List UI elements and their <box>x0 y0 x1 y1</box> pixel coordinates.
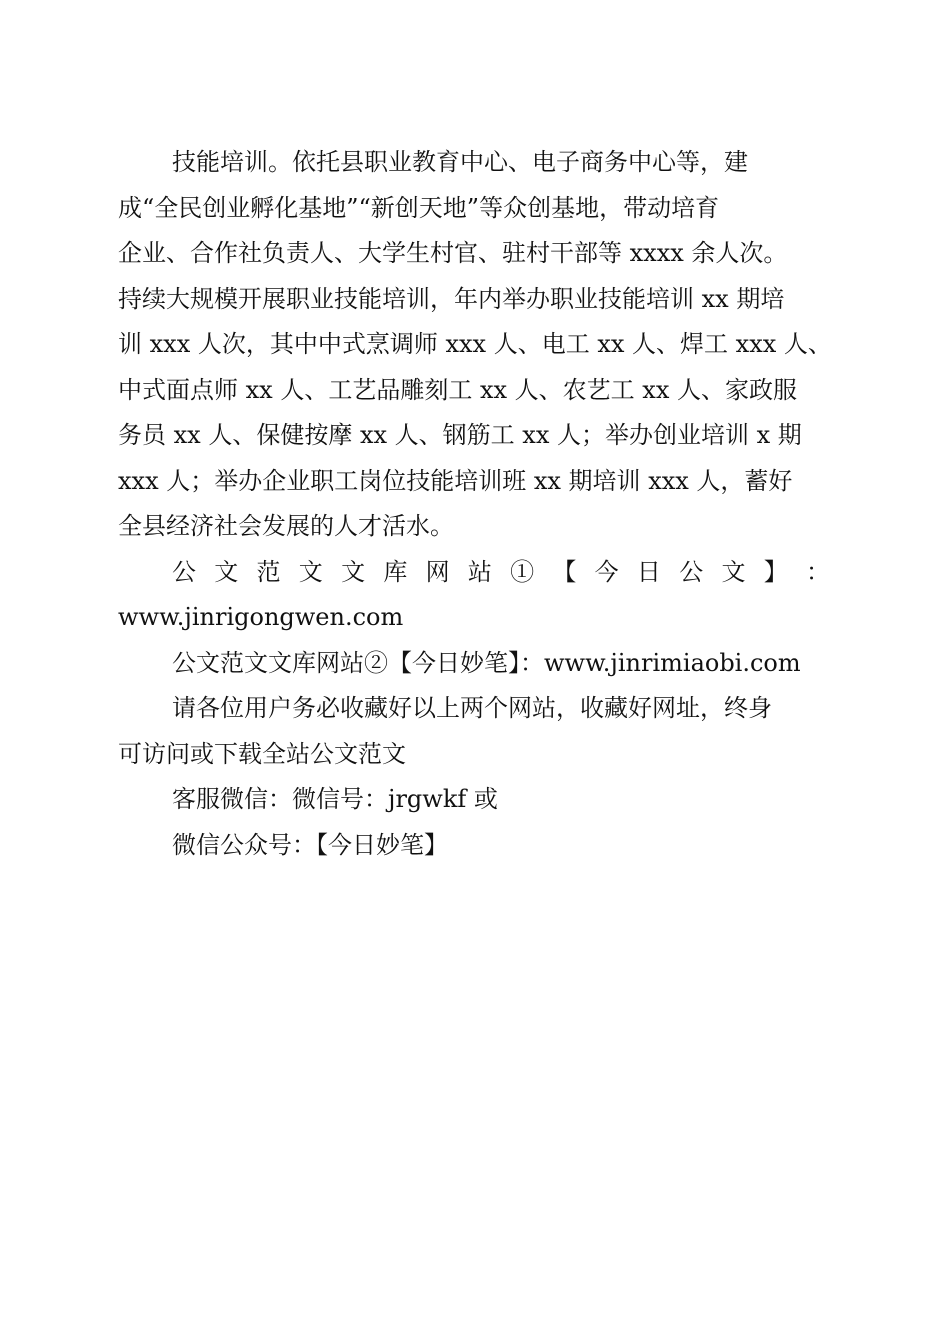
body-line: 中式面点师 xx 人、工艺品雕刻工 xx 人、农艺工 xx 人、家政服 <box>118 375 797 404</box>
official-account-line: 微信公众号：【今日妙笔】 <box>172 830 448 859</box>
body-line: xxx 人；举办企业职工岗位技能培训班 xx 期培训 xxx 人，蓄好 <box>118 466 793 495</box>
body-line: 全县经济社会发展的人才活水。 <box>118 512 454 540</box>
notice-line: 可访问或下载全站公文范文 <box>118 739 406 768</box>
site1-url[interactable]: www.jinrigongwen.com <box>118 603 404 631</box>
body-line: 持续大规模开展职业技能培训，年内举办职业技能培训 xx 期培 <box>118 284 785 313</box>
document-text <box>118 140 830 868</box>
site1-label: 公 文 范 文 文 库 网 站 ① 【 今 日 公 文 】 ： <box>172 557 830 586</box>
body-line: 技能培训。依托县职业教育中心、电子商务中心等，建 <box>172 148 748 176</box>
body-line: 企业、合作社负责人、大学生村官、驻村干部等 xxxx 余人次。 <box>118 239 788 267</box>
body-line: 务员 xx 人、保健按摩 xx 人、钢筋工 xx 人；举办创业培训 x 期 <box>118 421 802 449</box>
wechat-line: 客服微信：微信号：jrgwkf 或 <box>172 785 498 813</box>
site2-line[interactable]: 公文范文文库网站②【今日妙笔】：www.jinrimiaobi.com <box>172 648 801 677</box>
body-line: 训 xxx 人次，其中中式烹调师 xxx 人、电工 xx 人、焊工 xxx 人、 <box>118 330 832 358</box>
body-line: 成“全民创业孵化基地”“新创天地”等众创基地，带动培育 <box>118 193 720 222</box>
notice-line: 请各位用户务必收藏好以上两个网站，收藏好网址，终身 <box>172 694 772 722</box>
